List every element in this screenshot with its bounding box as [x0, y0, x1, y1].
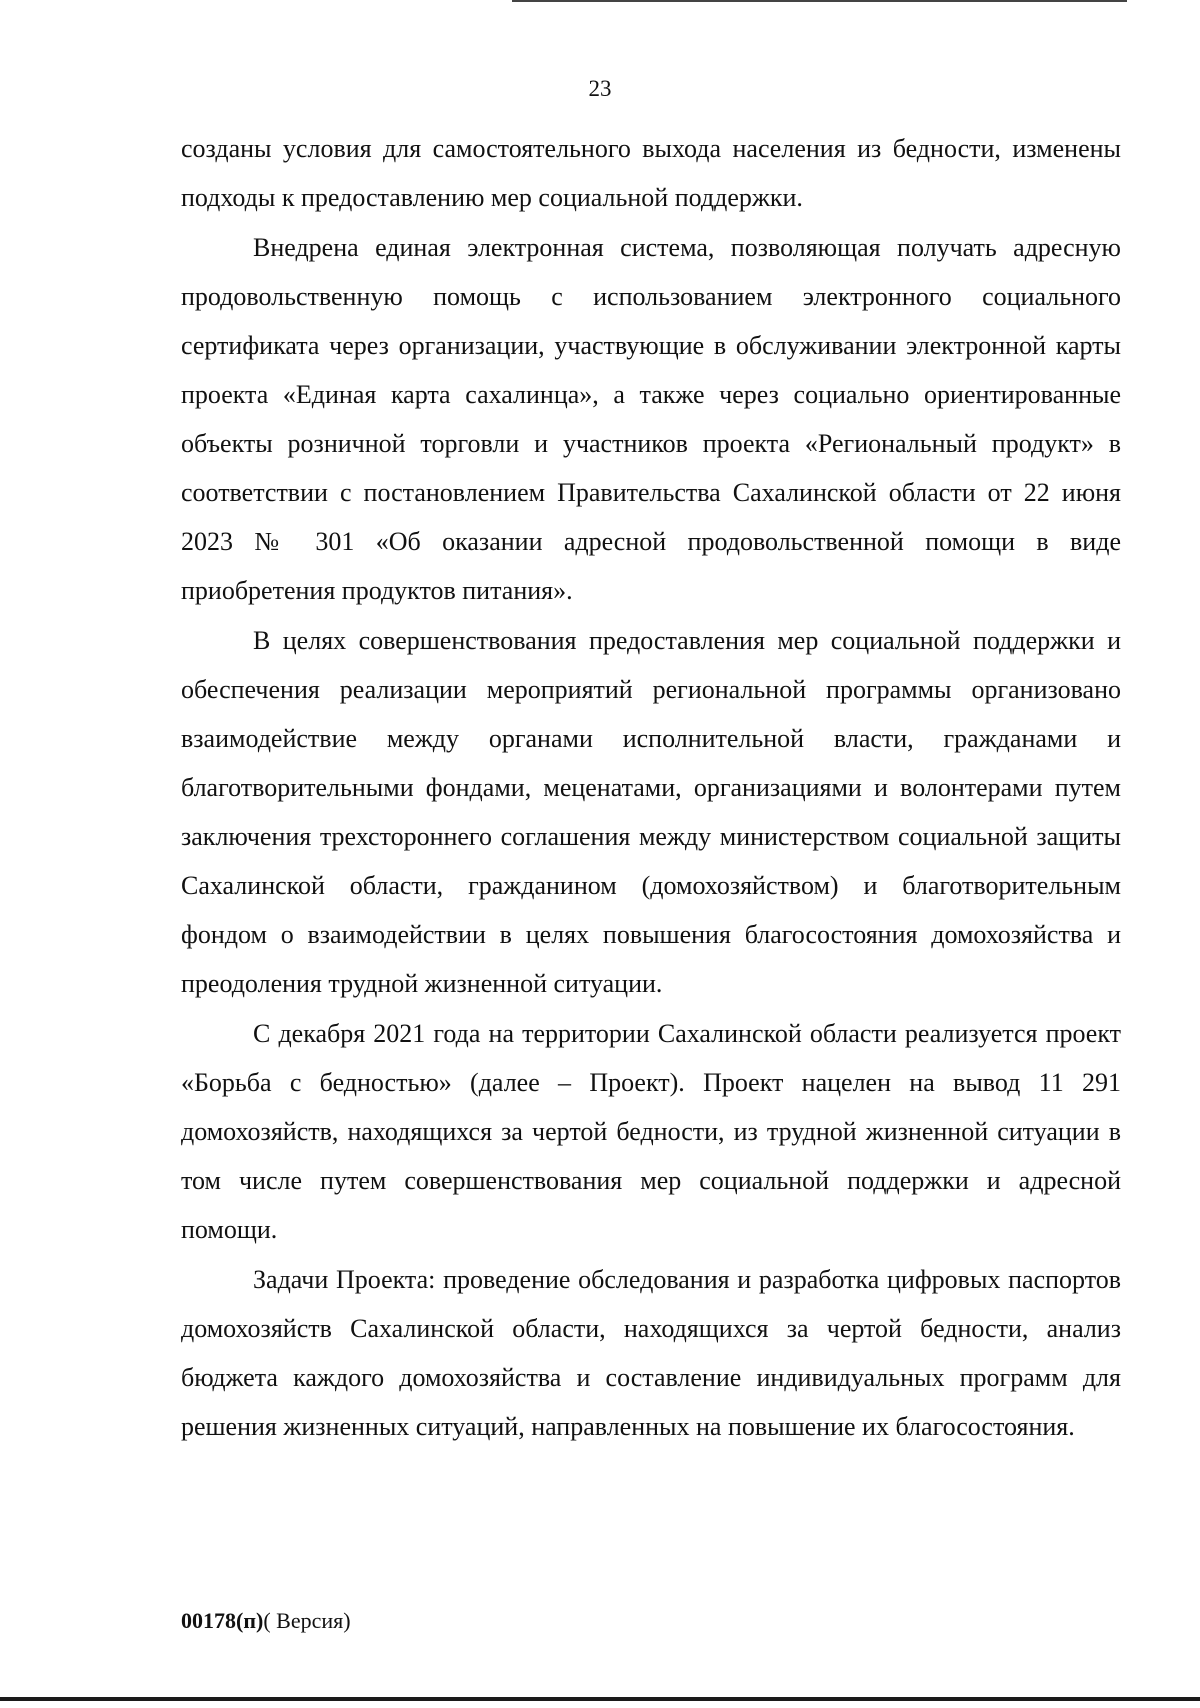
- top-rule: [512, 0, 1127, 2]
- paragraph-project-tasks: Задачи Проекта: проведение обследования и разработка цифровых паспортов домохозяйств Сахалинской области, находящихся за чертой бедности, анализ бюджета каждого домохозяйства и составление индивидуальных программ для решения жизненных ситуаций, направленных на повышение их благосостояния.: [181, 1265, 1121, 1441]
- document-body: [181, 124, 1121, 1452]
- footer-code: 00178(п): [181, 1608, 264, 1633]
- paragraph-continuation: созданы условия для самостоятельного выхода населения из бедности, изменены подходы к предоставлению мер социальной поддержки.: [181, 134, 1121, 212]
- paragraph-interaction: В целях совершенствования предоставления мер социальной поддержки и обеспечения реализации мероприятий региональной программы организовано взаимодействие между органами исполнительной власти, гражданами и благотворительными фондами, меценатами, организациями и волонтерами путем заключения трехстороннего соглашения между министерством социальной защиты Сахалинской области, гражданином (домохозяйством) и благотворительным фондом о взаимодействии в целях повышения благосостояния домохозяйства и преодоления трудной жизненной ситуации.: [181, 626, 1121, 998]
- footer-document-code: [181, 1606, 351, 1636]
- bottom-rule: [0, 1697, 1200, 1701]
- paragraph-project: С декабря 2021 года на территории Сахалинской области реализуется проект «Борьба с бедностью» (далее – Проект). Проект нацелен на вывод 11 291 домохозяйств, находящихся за чертой бедности, из трудной жизненной ситуации в том числе путем совершенствования мер социальной поддержки и адресной помощи.: [181, 1019, 1121, 1244]
- page-number: 23: [588, 76, 612, 101]
- paragraph-electronic-system: Внедрена единая электронная система, позволяющая получать адресную продовольственную помощь с использованием электронного социального сертификата через организации, участвующие в обслуживании электронной карты проекта «Единая карта сахалинца», а также через социально ориентированные объекты розничной торговли и участников проекта «Региональный продукт» в соответствии с постановлением Правительства Сахалинской области от 22 июня 2023 № 301 «Об оказании адресной продовольственной помощи в виде приобретения продуктов питания».: [181, 233, 1121, 605]
- footer-version: ( Версия): [263, 1608, 351, 1633]
